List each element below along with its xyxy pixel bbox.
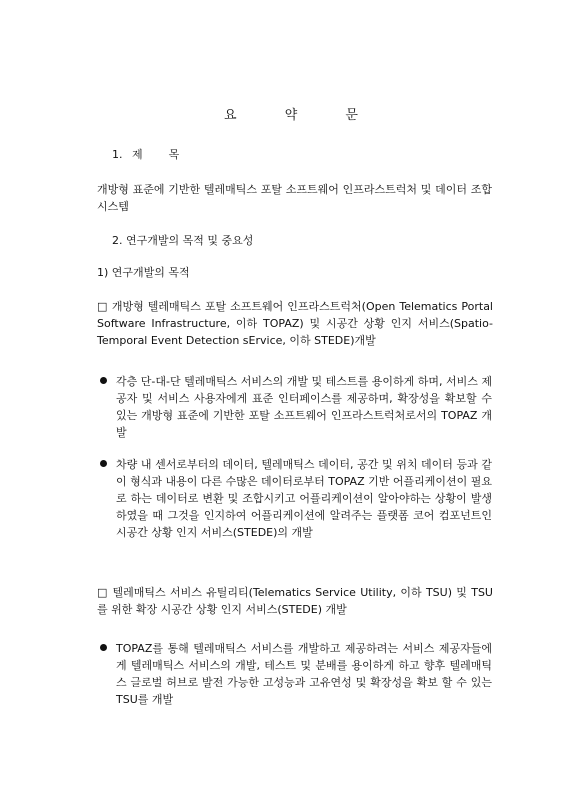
bullet-icon [100, 460, 107, 467]
section-1-number: 1. 제 [112, 148, 143, 161]
section-2-heading: 2. 연구개발의 목적 및 중요성 [112, 234, 254, 247]
objective-item-tsu: □ 텔레매틱스 서비스 유틸리티(Telematics Service Utility, 이하 TSU) 및 TSU를 위한 확장 시공간 상황 인지 서비스(STEDE) 개발 [97, 586, 493, 617]
bullet-item [100, 373, 492, 441]
bullet-text: 차량 내 센서로부터의 데이터, 텔레매틱스 데이터, 공간 및 위치 데이터 등과 같이 형식과 내용이 다른 수많은 데이터로부터 TOPAZ 기반 어플리케이션이 필요로 하는 데이터로 변환 및 조합시키고 어플리케이션이 알아야하는 상황이 발생하였을 때 그것을 인지하여 어플리케이션에 알려주는 플랫폼 코어 컴포넌트인 시공간 상황 인지 서비스(STEDE)의 개발 [116, 458, 492, 540]
section-1-heading [112, 146, 512, 163]
project-title-text: 개방형 표준에 기반한 텔레매틱스 포탈 소프트웨어 인프라스트럭처 및 데이터 조합 시스템 [97, 183, 492, 214]
subsection-heading: 1) 연구개발의 목적 [97, 266, 190, 279]
bullet-icon [100, 644, 107, 651]
bullet-item [100, 640, 492, 708]
bullet-item [100, 456, 492, 541]
page-title: 요 약 문 [224, 108, 360, 123]
bullet-text: TOPAZ를 통해 텔레매틱스 서비스를 개발하고 제공하려는 서비스 제공자들에게 텔레매틱스 서비스의 개발, 테스트 및 분배를 용이하게 하고 향후 텔레매틱스 글로벌 허브로 발전 가능한 고성능과 고유연성 및 확장성을 확보 할 수 있는 TSU를 개발 [116, 642, 492, 707]
bullet-text: 각층 단-대-단 텔레매틱스 서비스의 개발 및 테스트를 용이하게 하며, 서비스 제공자 및 서비스 사용자에게 표준 인터페이스를 제공하며, 확장성을 확보할 수 있는 개방형 표준에 기반한 포탈 소프트웨어 인프라스트럭처로서의 TOPAZ 개발 [116, 375, 492, 440]
objective-item-topaz: □ 개방형 텔레매틱스 포탈 소프트웨어 인프라스트럭처(Open Telematics Portal Software Infrastructure, 이하 TOPAZ) 및 시공간 상황 인지 서비스(Spatio-Temporal Event Detection sErvice, 이하 STEDE)개발 [97, 300, 493, 348]
section-1-label: 목 [168, 148, 180, 161]
bullet-icon [100, 377, 107, 384]
